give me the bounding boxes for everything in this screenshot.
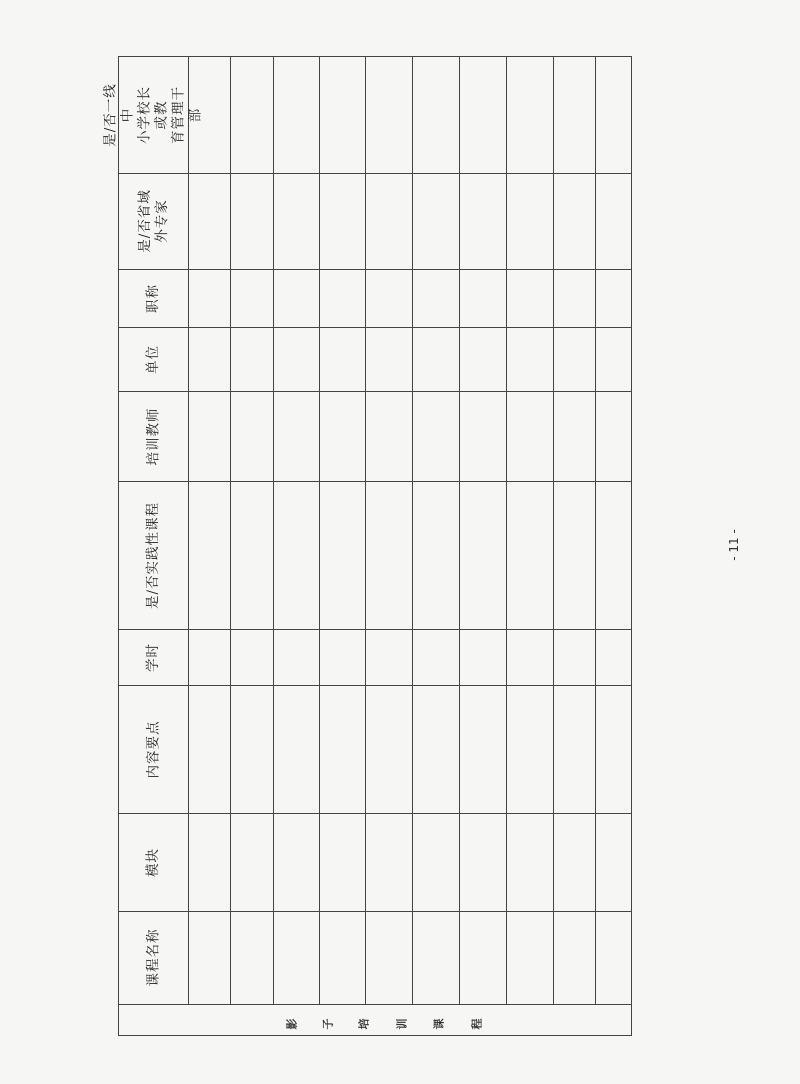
grid-line [365,57,366,1005]
header-label: 培训教师 [145,407,161,465]
grid-line [188,57,189,1005]
header-cell-external-expert [119,173,188,269]
header-label: 学时 [145,642,161,672]
header-label: 内容要点 [145,720,161,778]
grid-line [119,269,631,270]
grid-line [119,327,631,328]
header-cell-title [119,269,188,327]
header-label: 模块 [145,847,161,877]
grid-line [119,685,631,686]
grid-line [459,57,460,1005]
grid-line [119,173,631,174]
grid-line [119,813,631,814]
grid-line [595,57,596,1005]
footer-char: 影 [285,1018,299,1030]
footer-char: 课 [432,1018,446,1030]
grid-line [119,1004,631,1005]
header-cell-course-name [119,911,188,1004]
grid-line [119,391,631,392]
grid-line [119,629,631,630]
footer-char: 训 [395,1018,409,1030]
header-label: 课程名称 [145,928,161,987]
course-table [102,56,632,1036]
header-cell-unit [119,327,188,391]
header-label: 是/否实践性课程 [145,501,161,609]
header-cell-trainer [119,391,188,481]
header-cell-content [119,685,188,813]
footer-char: 子 [321,1018,335,1030]
grid-line [119,481,631,482]
header-label: 单位 [145,344,161,374]
footer-char: 程 [470,1018,484,1030]
grid-line [506,57,507,1005]
grid-line [412,57,413,1005]
grid-line [273,57,274,1005]
header-cell-practical [119,481,188,629]
page-number: - 11 - [726,529,741,561]
header-cell-frontline-principal [102,57,204,173]
grid-line [230,57,231,1005]
grid-line [319,57,320,1005]
header-label: 是/否一线中 小学校长或教 育管理干部 [102,83,204,147]
header-label: 是/否省域 外专家 [136,189,170,253]
grid-line [553,57,554,1005]
header-cell-module [119,813,188,911]
grid-line [119,911,631,912]
footer-char: 培 [357,1018,371,1030]
header-cell-hours [119,629,188,685]
header-label: 职称 [145,283,161,313]
